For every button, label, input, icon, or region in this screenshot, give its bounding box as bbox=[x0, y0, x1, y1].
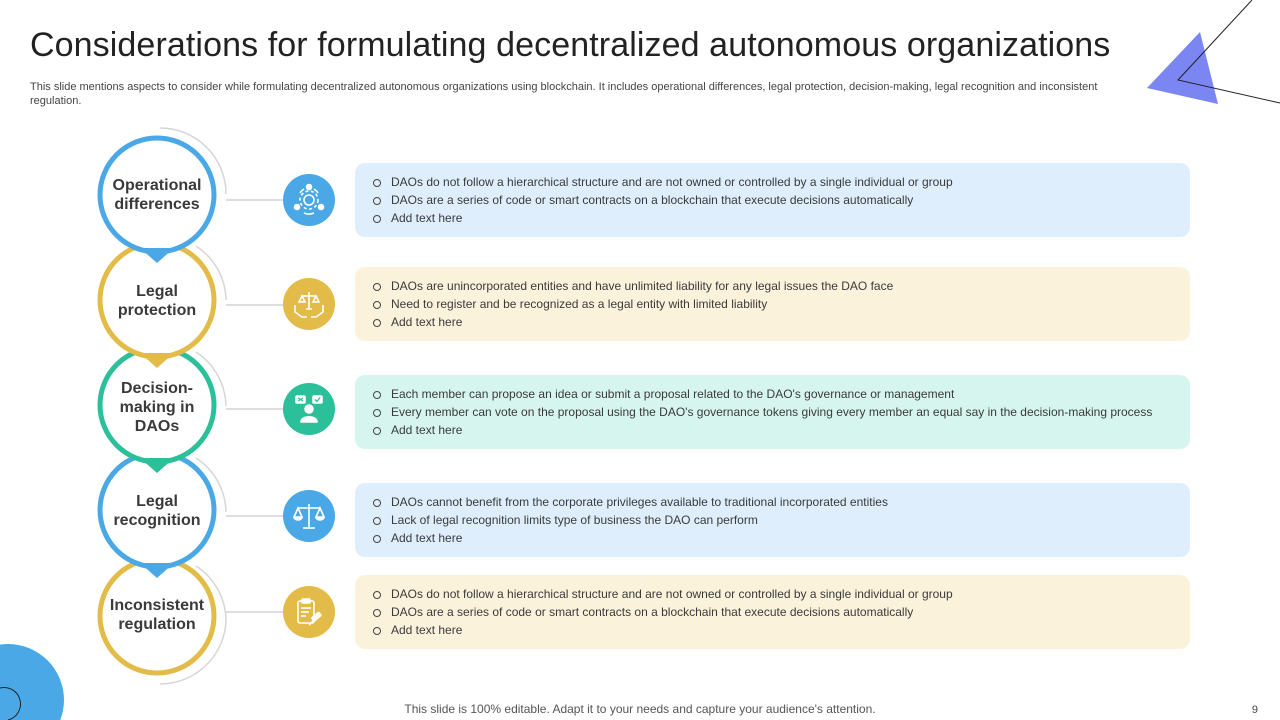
card-inconsistent-regulation bbox=[355, 575, 1190, 649]
card-legal-protection bbox=[355, 267, 1190, 341]
bullet: Add text here bbox=[373, 313, 1172, 331]
bullet: Lack of legal recognition limits type of business the DAO can perform bbox=[373, 511, 1172, 529]
bullet: DAOs do not follow a hierarchical structure and are not owned or controlled by a single individual or group bbox=[373, 173, 1172, 191]
bullet: Add text here bbox=[373, 529, 1172, 547]
bullet: Add text here bbox=[373, 421, 1172, 439]
bullet: Add text here bbox=[373, 209, 1172, 227]
card-decision-making bbox=[355, 375, 1190, 449]
clipboard-gavel-icon bbox=[283, 586, 335, 638]
gear-network-icon bbox=[283, 174, 335, 226]
bullet: DAOs cannot benefit from the corporate privileges available to traditional incorporated entities bbox=[373, 493, 1172, 511]
bullet: DAOs are unincorporated entities and have unlimited liability for any legal issues the DAO face bbox=[373, 277, 1172, 295]
circle-label-legal-protection: Legal protection bbox=[117, 283, 197, 319]
bullet: DAOs are a series of code or smart contracts on a blockchain that execute decisions automatically bbox=[373, 603, 1172, 621]
footer-note: This slide is 100% editable. Adapt it to your needs and capture your audience's attention. bbox=[404, 702, 876, 716]
bullet: Each member can propose an idea or submit a proposal related to the DAO's governance or management bbox=[373, 385, 1172, 403]
circle-label-legal-recognition: Legal recognition bbox=[113, 493, 201, 529]
bullet: Need to register and be recognized as a legal entity with limited liability bbox=[373, 295, 1172, 313]
page-subtitle: This slide mentions aspects to consider while formulating decentralized autonomous organizations using blockchain. It includes operational differences, legal protection, decision-making, legal recognition and inconsistent regulation. bbox=[30, 81, 1098, 107]
bullet: DAOs are a series of code or smart contracts on a blockchain that execute decisions automatically bbox=[373, 191, 1172, 209]
page-title: Considerations for formulating decentralized autonomous organizations bbox=[30, 26, 1111, 64]
circle-label-operational-differences: Operational differences bbox=[112, 177, 202, 213]
bullet: Add text here bbox=[373, 621, 1172, 639]
bullet: Every member can vote on the proposal using the DAO's governance tokens giving every member an equal say in the decision-making process bbox=[373, 403, 1172, 421]
circle-label-inconsistent-regulation: Inconsistent regulation bbox=[109, 597, 205, 633]
scales-in-hands-icon bbox=[283, 278, 335, 330]
card-operational-differences bbox=[355, 163, 1190, 237]
bullet: DAOs do not follow a hierarchical structure and are not owned or controlled by a single individual or group bbox=[373, 585, 1172, 603]
page-number: 9 bbox=[1251, 704, 1258, 716]
person-vote-icon bbox=[283, 383, 335, 435]
circle-label-decision-making: Decision-making in DAOs bbox=[119, 380, 195, 435]
card-legal-recognition bbox=[355, 483, 1190, 557]
scales-icon bbox=[283, 490, 335, 542]
